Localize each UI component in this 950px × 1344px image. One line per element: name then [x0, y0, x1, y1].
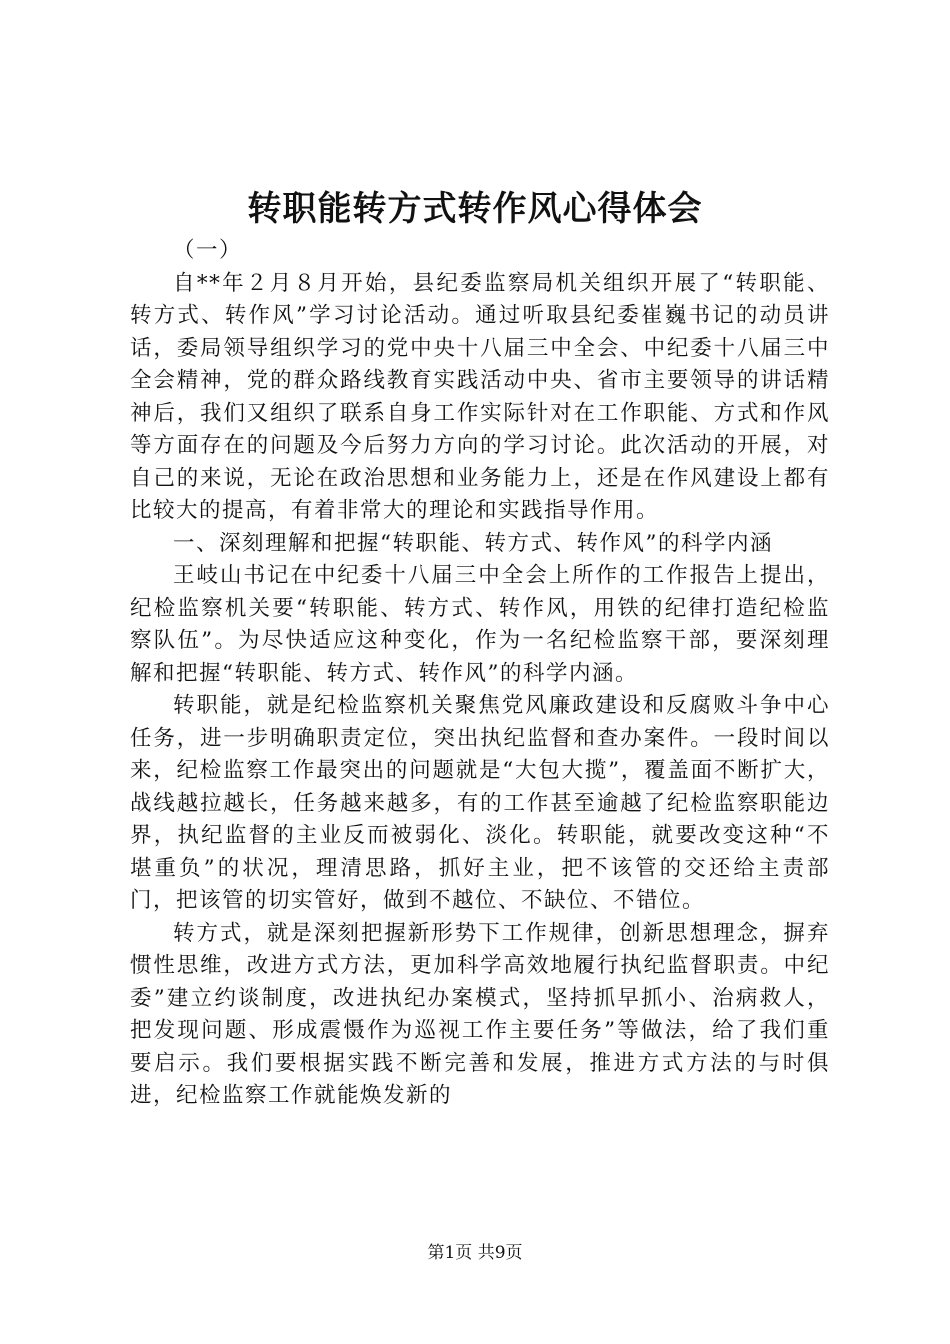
paragraph-transform-methods: 转方式，就是深刻把握新形势下工作规律，创新思想理念，摒弃惯性思维，改进方式方法，更加科学高效地履行执纪监督职责。中纪委”建立约谈制度，改进执纪办案模式，坚持抓早抓小、治病救人，把发现问题、形成震慑作为巡视工作主要任务”等做法，给了我们重要启示。我们要根据实践不断完善和发展，推进方式方法的与时俱进，纪检监察工作就能焕发新的	[130, 920, 830, 1108]
paragraph-intro: 自**年２月８月开始，县纪委监察局机关组织开展了“转职能、转方式、转作风”学习讨论活动。通过听取县纪委崔巍书记的动员讲话，委局领导组织学习的党中央十八届三中全会、中纪委十八届三中全会精神，党的群众路线教育实践活动中央、省市主要领导的讲话精神后，我们又组织了联系自身工作实际针对在工作职能、方式和作风等方面存在的问题及今后努力方向的学习讨论。此次活动的开展，对自己的来说，无论在政治思想和业务能力上，还是在作风建设上都有比较大的提高，有着非常大的理论和实践指导作用。	[130, 270, 830, 523]
paragraph-wang-report: 王岐山书记在中纪委十八届三中全会上所作的工作报告上提出，纪检监察机关要“转职能、转方式、转作风，用铁的纪律打造纪检监察队伍”。为尽快适应这种变化，作为一名纪检监察干部，要深刻理解和把握“转职能、转方式、转作风”的科学内涵。	[130, 563, 830, 686]
paragraph-transform-functions: 转职能，就是纪检监察机关聚焦党风廉政建设和反腐败斗争中心任务，进一步明确职责定位，突出执纪监督和查办案件。一段时间以来，纪检监察工作最突出的问题就是“大包大揽”，覆盖面不断扩大，战线越拉越长，任务越来越多，有的工作甚至逾越了纪检监察职能边界，执纪监督的主业反而被弱化、淡化。转职能，就要改变这种“不堪重负”的状况，理清思路，抓好主业，把不该管的交还给主责部门，把该管的切实管好，做到不越位、不缺位、不错位。	[130, 693, 830, 913]
section-marker: （一）	[173, 238, 243, 263]
document-title: 转职能转方式转作风心得体会	[247, 189, 703, 229]
section-heading: 一、深刻理解和把握“转职能、转方式、转作风”的科学内涵	[173, 530, 773, 556]
document-body	[130, 235, 830, 1113]
page-footer: 第1页 共9页	[427, 1243, 523, 1263]
